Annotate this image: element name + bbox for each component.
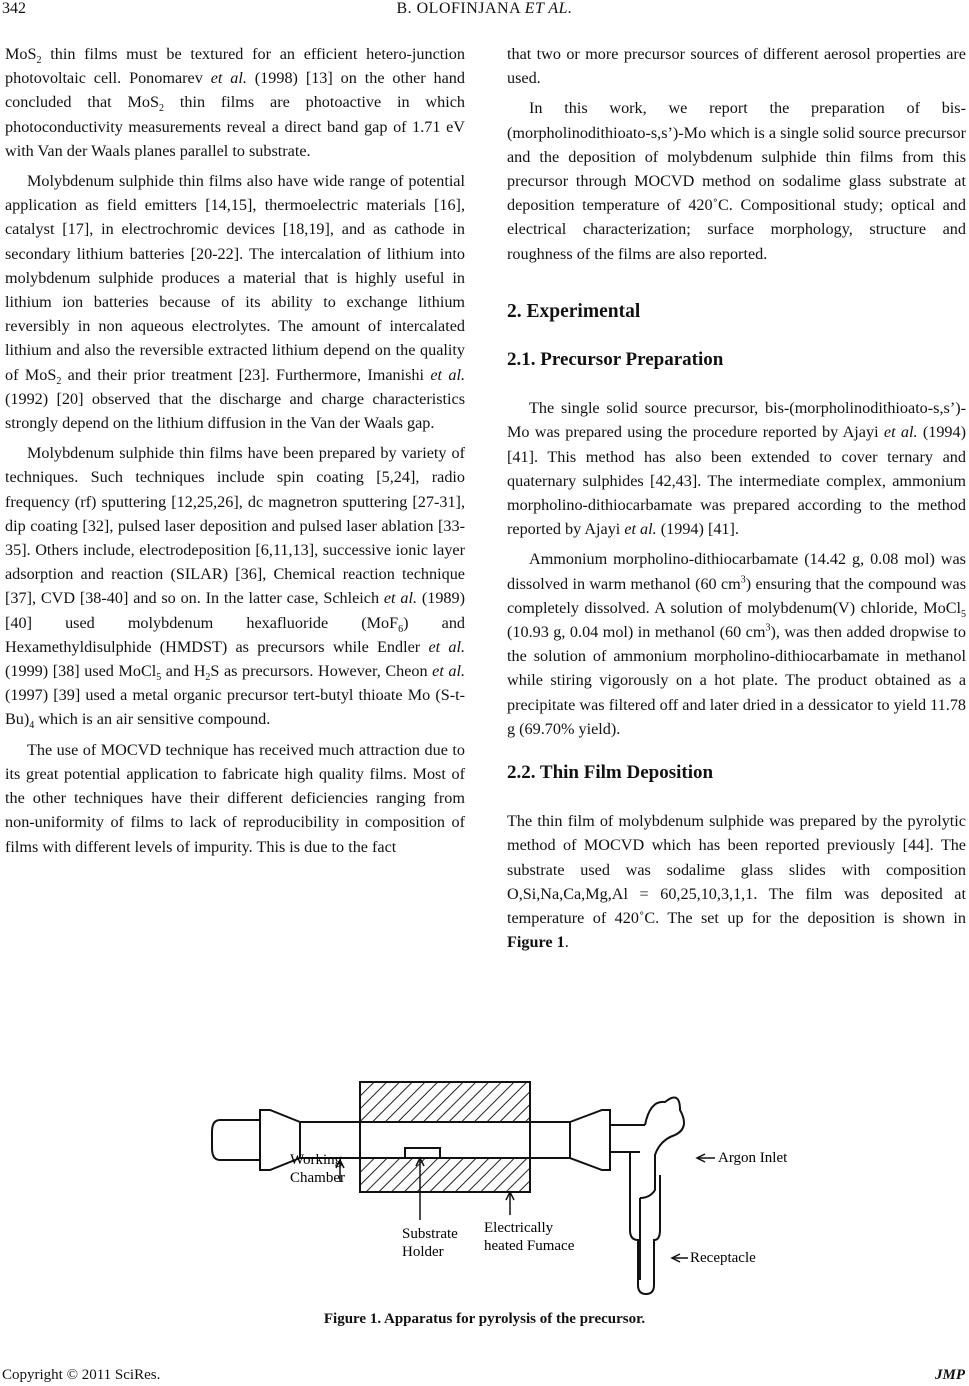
label-substrate: Substrate: [402, 1226, 458, 1242]
label-argon-inlet: Argon Inlet: [718, 1150, 788, 1166]
condenser-bulb: [640, 1098, 684, 1199]
header-authors: B. OLOFINJANA: [396, 0, 521, 17]
section-heading-thin-film-deposition: 2.2. Thin Film Deposition: [507, 762, 714, 784]
left-inlet-tube: [212, 1120, 230, 1160]
left-column: [5, 42, 465, 859]
left-paragraph-4: The use of MOCVD technique has received much attraction due to its great potential application to fabricate high quality films. Most of the other techniques have their different deficiencies ranging from non-uniformity of films to lack of reproducibility in composition of films with different levels of impurity. This is due to the fact: [5, 740, 465, 856]
furnace-arrow: [506, 1192, 514, 1215]
right-paragraph-5: The thin film of molybdenum sulphide was prepared by the pyrolytic method of MOCVD which has been reported previously [44]. The substrate used was sodalime glass slides with composition O,Si,Na,Ca,Mg,Al = 60,25,10,3,1,1. The film was deposited at temperature of 420˚C. The set up for the deposition is shown in Figure 1.: [507, 812, 966, 952]
receptacle-arrow: [672, 1254, 688, 1262]
left-paragraph-2: Molybdenum sulphide thin films also have wide range of potential application as field emitters [14,15], thermoelectric materials [16], catalyst [17], in electrochromic devices [18,19], and as cathode in secondary lithium batteries [20-22]. The intercalation of lithium into molybdenum sulphide produces a material that is highly useful in lithium ion batteries because of its ability to exchange lithium reversibly in non aqueous electrolytes. The amount of intercalated lithium and also the reversible extracted lithium depend on the quality of MoS$_2$ and their prior treatment [23]. Furthermore, Imanishi et al. (1992) [20] observed that the discharge and charge characteristics strongly depend on the lithium diffusion in the Van der Waals gap.: [5, 172, 465, 433]
label-working: Working: [290, 1152, 343, 1168]
argon-inlet-arrow: [697, 1154, 715, 1162]
left-paragraph-3: Molybdenum sulphide thin films have been prepared by variety of techniques. Such techniques include spin coating [5,24], radio frequency (rf) sputtering [12,25,26], dc magnetron sputtering [27-31], dip coating [32], pulsed laser deposition and pulsed laser ablation [33-35]. Others include, electrodeposition [6,11,13], successive ionic layer adsorption and reaction (SILAR) [36], Chemical reaction technique [37], CVD [38-40] and so on. In the latter case, Schleich et al. (1989) [40] used molybdenum hexafluoride (MoF$_6$) and Hexamethyldisulphide (HMDST) as precursors while Endler et al. (1999) [38] used MoCl$_5$ and $H_2S$ as precursors. However, Cheon et al. (1997) [39] used a metal organic precursor tert-butyl thioate Mo $(S-t-Bu)_4$ which is an air sensitive compound.: [5, 444, 466, 732]
right-column: [507, 42, 966, 955]
label-heated-furnace: heated Fumace: [484, 1238, 575, 1254]
page-number: 342: [2, 0, 26, 17]
section-heading-experimental: 2. Experimental: [507, 300, 641, 322]
left-paragraph-1: MoS$_2$ thin films must be textured for an efficient hetero-junction photovoltaic cell. Ponomarev et al. (1998) [13] on the other hand concluded that MoS$_2$ thin films are photoactive in which photoconductivity measurements reveal a direct band gap of 1.71 eV with Van der Waals planes parallel to substrate.: [5, 45, 465, 160]
footer-copyright: Copyright © 2011 SciRes.: [2, 1367, 161, 1383]
footer-journal: JMP: [935, 1367, 965, 1383]
header-et-al: ET AL.: [524, 0, 573, 17]
label-electrically: Electrically: [484, 1220, 554, 1236]
section-heading-precursor-preparation: 2.1. Precursor Preparation: [507, 349, 724, 371]
running-header: [0, 0, 969, 18]
apparatus-figure: [210, 1080, 810, 1300]
label-chamber: Chamber: [290, 1170, 345, 1186]
right-paragraph-2: In this work, we report the preparation of bis-(morpholinodithioato-s,s’)-Mo which is a single solid source precursor and the deposition of molybdenum sulphide thin films from this precursor through MOCVD method on sodalime glass substrate at deposition temperature of 420˚C. Compositional study; optical and electrical characterization; surface morphology, structure and roughness of the films are also reported.: [507, 99, 966, 263]
right-cone-joint: [570, 1110, 610, 1170]
label-receptacle: Receptacle: [690, 1250, 756, 1266]
right-paragraph-3: The single solid source precursor, bis-(morpholinodithioato-s,s’)-Mo was prepared using the procedure reported by Ajayi et al. (1994) [41]. This method has also been extended to cover ternary and quaternary sulphides [42,43]. The intermediate complex, ammonium morpholino-dithiocarbamate was prepared according to the method reported by Ajayi et al. (1994) [41].: [507, 399, 967, 539]
right-paragraph-4: Ammonium morpholino-dithiocarbamate (14.42 g, 0.08 mol) was dissolved in warm methanol (60 $cm^3$) ensuring that the compound was completely dissolved. A solution of molybdenum(V) chloride, MoCl$_5$ (10.93 g, 0.04 mol) in methanol (60 $cm^3$), was then added dropwise to the solution of ammonium morpholino-dithiocarbamate in methanol while stiring vigorously on a hot plate. The product obtained as a precipitate was filtered off and later dried in a dessicator to yield 11.78 g (69.70% yield).: [507, 550, 966, 738]
figure-caption: Figure 1. Apparatus for pyrolysis of the precursor.: [323, 1311, 646, 1327]
label-holder: Holder: [402, 1244, 444, 1260]
right-paragraph-1: that two or more precursor sources of different aerosol properties are used.: [507, 45, 966, 88]
